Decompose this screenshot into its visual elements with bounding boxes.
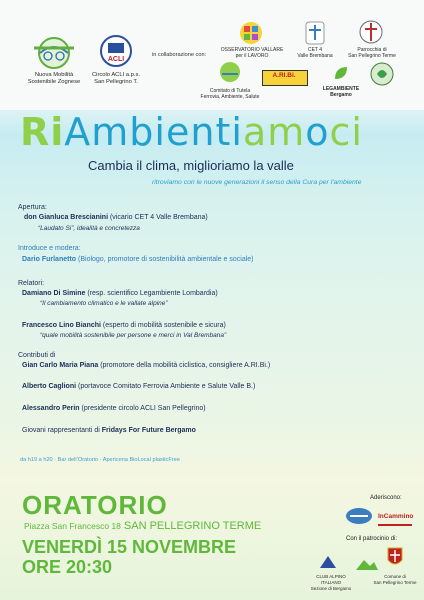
adhere-logo-1	[344, 506, 374, 526]
venue-town: SAN PELLEGRINO TERME	[123, 520, 262, 532]
event-subtitle: Cambia il clima, miglioriamo la valle	[88, 158, 294, 173]
rel2-talk: “quale mobilità sostenibile per persone e merci in Val Brembana”	[40, 332, 227, 339]
title-o: o	[305, 110, 330, 154]
c2-role: (portavoce Comitato Ferrovia Ambiente e Salute Valle B.)	[76, 383, 256, 390]
title-ri: Ri	[20, 110, 65, 154]
nuova-mobilita-logo	[30, 36, 78, 70]
comitato-logo	[218, 60, 242, 84]
contributi-label: Contributi di	[18, 352, 56, 359]
c3-role: (presidente circolo ACLI San Pellegrino)	[79, 405, 206, 412]
apertura-name: don Gianluca Brescianini	[24, 214, 109, 221]
event-title	[20, 110, 363, 154]
c1-line	[22, 362, 270, 369]
comune-logo	[386, 546, 404, 570]
venue-address	[24, 520, 261, 532]
nuova-mobilita-label: Nuova Mobilità Sostenibile Zognese	[27, 72, 81, 85]
montagna-logo	[354, 556, 380, 572]
intro-role: (Biologo, promotore di sostenibilità ambientale e sociale)	[76, 256, 254, 263]
partner-label-legambiente: LEGAMBIENTE Bergamo	[322, 86, 360, 98]
cet4-logo	[304, 20, 326, 46]
c3-line	[22, 405, 206, 412]
partner-label-parrocchia: Parrocchia di San Pellegrino Terme	[348, 47, 396, 59]
apertura-talk: “Laudato Si”, idealità e concretezza	[38, 225, 140, 232]
event-date: VENERDÌ 15 NOVEMBRE	[22, 537, 237, 557]
acli-label: Circolo ACLI a.p.s. San Pellegrino T.	[91, 72, 140, 85]
comune-label: Comune di San Pellegrino Terme	[373, 574, 417, 585]
c4-line	[22, 427, 196, 434]
rel1-name: Damiano Di Simine	[22, 290, 86, 297]
c1-name: Gian Carlo Maria Piana	[22, 362, 99, 369]
title-am: am	[242, 110, 306, 154]
intro-label: Introduce e modera:	[18, 245, 81, 252]
adhere-label: Aderiscono:	[370, 495, 402, 501]
venue-street: Piazza San Francesco 18	[24, 521, 121, 531]
c3-name: Alessandro Perin	[22, 405, 80, 412]
rel1-line	[22, 290, 218, 297]
title-ambienti: Ambienti	[64, 110, 243, 154]
c1-role: (promotore della mobilità ciclistica, consigliere A.RI.Bi.)	[98, 362, 271, 369]
apertura-label: Apertura:	[18, 204, 47, 211]
legambiente-logo	[332, 64, 350, 82]
patrocinio-label: Con il patrocinio di:	[346, 536, 398, 542]
partner-label-aribi: A.RI.Bi.	[272, 72, 296, 79]
venue-place: ORATORIO	[22, 490, 168, 520]
c2-name: Alberto Caglioni	[22, 383, 77, 390]
osservatorio-logo	[238, 20, 264, 46]
intro-line	[22, 256, 254, 263]
rel2-role: (esperto di mobilità sostenibile e sicura)	[100, 322, 226, 329]
acli-logo	[100, 34, 132, 68]
relatori-label: Relatori:	[18, 280, 45, 287]
partner-label-cet4: CET 4 Valle Brembana	[297, 47, 333, 59]
apertura-role: (vicario CET 4 Valle Brembana)	[108, 214, 208, 221]
apertura-line	[24, 214, 208, 221]
partner-label-osservatorio: OSSERVATORIO VALLARE per il LAVORO	[220, 47, 284, 59]
cai-label: CLUB ALPINO ITALIANO Sezione di Bergamo	[310, 574, 352, 591]
c2-line	[22, 383, 255, 390]
intro-name: Dario Furlanetto	[22, 256, 77, 263]
c4-name: Fridays For Future Bergamo	[101, 427, 196, 434]
partner-label-comitato: Comitato di Tutela Ferrovia, Ambiente, Salute	[200, 88, 260, 100]
incammino-label: InCammino	[378, 513, 414, 520]
rel2-line	[22, 322, 226, 329]
cai-logo	[318, 552, 338, 572]
incammino-logo	[378, 508, 412, 526]
parrocchia-logo	[358, 18, 384, 46]
title-ci: ci	[329, 110, 363, 154]
acli-mark: ACLI	[107, 56, 125, 63]
rel1-role: (resp. scientifico Legambiente Lombardia)	[85, 290, 218, 297]
apericena-info: da h19 a h20 · Bar dell’Oratorio · Apericena BioLocal plasticFree	[20, 457, 180, 463]
extra-green-logo	[370, 62, 394, 86]
rel2-name: Francesco Lino Bianchi	[22, 322, 101, 329]
collab-text: in collaborazione con:	[152, 52, 207, 58]
event-tagline: ritroviamo con le nuove generazioni il senso della Cura per l'ambiente	[152, 179, 362, 186]
c4-text: Giovani rappresentanti di	[22, 427, 102, 434]
rel1-talk: “Il cambiamento climatico e le vallate alpine”	[40, 300, 168, 307]
event-time: ORE 20:30	[22, 557, 113, 577]
